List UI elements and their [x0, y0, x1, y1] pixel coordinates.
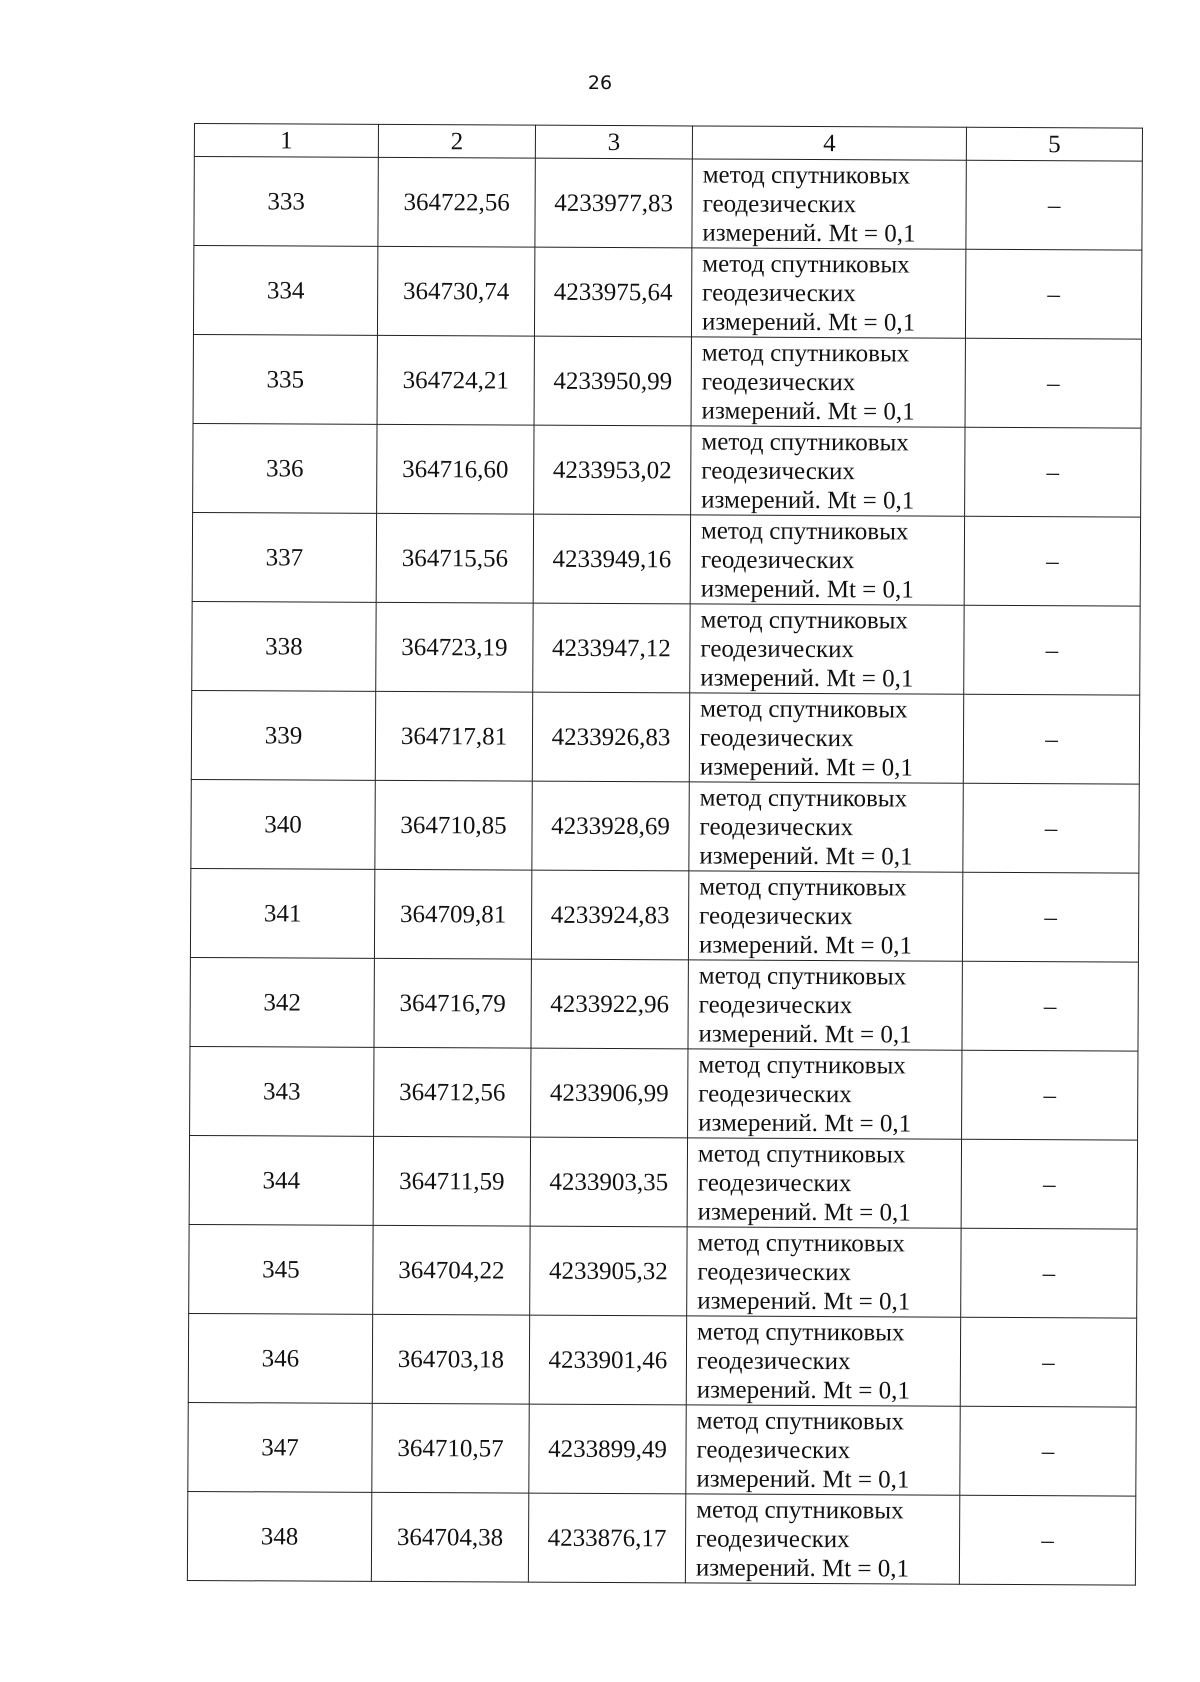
method-cell [685, 1494, 959, 1584]
x-coordinate-cell: 364716,60 [377, 424, 534, 514]
method-text-line: измерений. Mt = 0,1 [699, 752, 914, 782]
coordinates-table [187, 123, 1143, 1586]
note-cell: – [960, 1406, 1136, 1496]
y-coordinate-cell: 4233924,83 [531, 870, 688, 960]
y-coordinate-cell: 4233906,99 [531, 1048, 688, 1138]
method-text-line: измерений. Mt = 0,1 [695, 1553, 910, 1583]
table-row [193, 423, 1141, 517]
x-coordinate-cell: 364730,74 [377, 246, 534, 336]
table-row [189, 1135, 1137, 1229]
method-text-line: измерений. Mt = 0,1 [700, 574, 914, 604]
method-text-line: геодезических [696, 1346, 851, 1375]
method-text-line: метод спутниковых [699, 872, 907, 901]
method-text-line: метод спутниковых [698, 1050, 906, 1079]
point-number-cell: 346 [188, 1313, 372, 1403]
note-cell: – [963, 783, 1139, 873]
y-coordinate-cell: 4233947,12 [533, 603, 690, 693]
note-cell: – [965, 249, 1141, 339]
y-coordinate-cell: 4233928,69 [532, 781, 689, 871]
point-number-cell: 333 [194, 157, 378, 247]
x-coordinate-cell: 364715,56 [376, 513, 533, 603]
method-text-line: геодезических [698, 990, 853, 1019]
note-cell: – [964, 516, 1140, 606]
method-text-line: измерений. Mt = 0,1 [701, 307, 916, 337]
y-coordinate-cell: 4233949,16 [533, 514, 690, 604]
table-row [187, 1491, 1135, 1585]
point-number-cell: 347 [188, 1402, 372, 1492]
column-header-1: 1 [194, 124, 378, 158]
method-cell [688, 960, 962, 1050]
method-text-line: геодезических [698, 1079, 852, 1108]
method-cell [687, 1138, 961, 1228]
method-text-line: метод спутниковых [700, 605, 909, 634]
x-coordinate-cell: 364723,19 [376, 602, 533, 692]
point-number-cell: 334 [193, 246, 377, 336]
y-coordinate-cell: 4233953,02 [534, 425, 691, 515]
column-header-5: 5 [966, 127, 1142, 161]
method-cell [691, 248, 965, 338]
method-text-line: геодезических [697, 1168, 852, 1197]
x-coordinate-cell: 364704,22 [373, 1225, 530, 1315]
point-number-cell: 339 [191, 690, 375, 780]
x-coordinate-cell: 364717,81 [375, 691, 532, 781]
y-coordinate-cell: 4233975,64 [534, 247, 691, 337]
method-text-line: измерений. Mt = 0,1 [697, 1286, 911, 1316]
point-number-cell: 342 [190, 957, 374, 1047]
x-coordinate-cell: 364703,18 [372, 1314, 529, 1404]
method-text-line: измерений. Mt = 0,1 [702, 218, 916, 248]
method-text-line: измерений. Mt = 0,1 [698, 1108, 912, 1138]
method-text-line: геодезических [701, 456, 855, 485]
method-text-line: метод спутниковых [701, 338, 910, 367]
method-text-line: метод спутниковых [697, 1317, 905, 1346]
table-body [187, 157, 1142, 1586]
point-number-cell: 340 [191, 779, 375, 869]
x-coordinate-cell: 364704,38 [371, 1492, 528, 1582]
y-coordinate-cell: 4233926,83 [532, 692, 689, 782]
method-cell [690, 604, 964, 694]
table-row [190, 1046, 1138, 1140]
table-row [189, 1224, 1137, 1318]
table-header-row [194, 124, 1142, 162]
y-coordinate-cell: 4233977,83 [535, 158, 692, 248]
point-number-cell: 336 [193, 423, 377, 513]
method-text-line: геодезических [699, 723, 854, 752]
method-text-line: метод спутниковых [696, 1406, 905, 1435]
table-row [190, 868, 1138, 962]
method-text-line: метод спутниковых [699, 783, 908, 812]
method-cell [690, 515, 964, 605]
method-text-line: геодезических [702, 189, 857, 218]
note-cell: – [961, 1228, 1137, 1318]
method-cell [687, 1227, 961, 1317]
note-cell: – [965, 427, 1141, 517]
method-text-line: измерений. Mt = 0,1 [696, 1464, 910, 1494]
x-coordinate-cell: 364710,85 [375, 780, 532, 870]
method-text-line: геодезических [696, 1435, 851, 1464]
table-row [194, 157, 1142, 251]
table-row [191, 779, 1139, 873]
method-cell [688, 871, 962, 961]
method-text-line: метод спутниковых [700, 516, 909, 545]
note-cell: – [962, 1050, 1138, 1140]
page-number: 26 [587, 72, 613, 94]
method-cell [689, 693, 963, 783]
method-text-line: измерений. Mt = 0,1 [698, 1019, 912, 1049]
column-header-3: 3 [535, 125, 692, 159]
note-cell: – [962, 961, 1138, 1051]
method-cell [686, 1405, 960, 1495]
table-row [193, 334, 1141, 428]
method-text-line: геодезических [696, 1524, 850, 1553]
table-row [193, 246, 1141, 340]
method-text-line: геодезических [700, 634, 855, 663]
table-row [192, 512, 1140, 606]
note-cell: – [966, 160, 1142, 250]
note-cell: – [965, 338, 1141, 428]
x-coordinate-cell: 364711,59 [373, 1136, 530, 1226]
point-number-cell: 343 [190, 1046, 374, 1136]
method-cell [689, 782, 963, 872]
table-row [192, 601, 1140, 695]
y-coordinate-cell: 4233905,32 [530, 1226, 687, 1316]
table-row [191, 690, 1139, 784]
note-cell: – [959, 1495, 1135, 1585]
method-text-line: метод спутниковых [697, 1139, 906, 1168]
point-number-cell: 341 [190, 868, 374, 958]
method-text-line: метод спутниковых [697, 1228, 906, 1257]
point-number-cell: 338 [192, 601, 376, 691]
method-text-line: измерений. Mt = 0,1 [701, 396, 915, 426]
method-text-line: геодезических [702, 278, 856, 307]
x-coordinate-cell: 364710,57 [372, 1403, 529, 1493]
method-text-line: геодезических [699, 901, 853, 930]
method-cell [691, 426, 965, 516]
y-coordinate-cell: 4233950,99 [534, 336, 691, 426]
note-cell: – [961, 1139, 1137, 1229]
point-number-cell: 335 [193, 334, 377, 424]
point-number-cell: 345 [189, 1224, 373, 1314]
table-row [188, 1313, 1136, 1407]
method-text-line: метод спутниковых [701, 427, 909, 456]
method-text-line: измерений. Mt = 0,1 [697, 1197, 911, 1227]
y-coordinate-cell: 4233903,35 [530, 1137, 687, 1227]
method-cell [691, 337, 965, 427]
method-cell [686, 1316, 960, 1406]
table-row [188, 1402, 1136, 1496]
point-number-cell: 348 [187, 1491, 371, 1581]
y-coordinate-cell: 4233899,49 [529, 1404, 686, 1494]
point-number-cell: 337 [192, 512, 376, 602]
method-text-line: измерений. Mt = 0,1 [699, 841, 913, 871]
method-text-line: метод спутниковых [696, 1495, 904, 1524]
table-row [190, 957, 1138, 1051]
method-text-line: измерений. Mt = 0,1 [701, 485, 915, 515]
column-header-4: 4 [692, 126, 966, 160]
x-coordinate-cell: 364722,56 [378, 157, 535, 247]
method-text-line: метод спутниковых [702, 160, 911, 190]
method-text-line: геодезических [701, 367, 856, 396]
method-text-line: измерений. Mt = 0,1 [696, 1375, 910, 1405]
method-text-line: метод спутниковых [702, 249, 910, 278]
note-cell: – [962, 872, 1138, 962]
note-cell: – [964, 605, 1140, 695]
method-text-line: измерений. Mt = 0,1 [700, 663, 914, 693]
method-text-line: геодезических [700, 545, 855, 574]
note-cell: – [963, 694, 1139, 784]
y-coordinate-cell: 4233876,17 [528, 1493, 685, 1583]
x-coordinate-cell: 364724,21 [377, 335, 534, 425]
method-cell [692, 159, 966, 249]
method-cell [688, 1049, 962, 1139]
method-text-line: геодезических [699, 812, 854, 841]
x-coordinate-cell: 364712,56 [374, 1047, 531, 1137]
y-coordinate-cell: 4233901,46 [529, 1315, 686, 1405]
note-cell: – [960, 1317, 1136, 1407]
method-text-line: геодезических [697, 1257, 852, 1286]
method-text-line: измерений. Mt = 0,1 [698, 930, 913, 960]
method-text-line: метод спутниковых [698, 961, 907, 990]
x-coordinate-cell: 364716,79 [374, 958, 531, 1048]
x-coordinate-cell: 364709,81 [374, 869, 531, 959]
point-number-cell: 344 [189, 1135, 373, 1225]
column-header-2: 2 [378, 124, 535, 158]
y-coordinate-cell: 4233922,96 [531, 959, 688, 1049]
method-text-line: метод спутниковых [700, 694, 908, 723]
